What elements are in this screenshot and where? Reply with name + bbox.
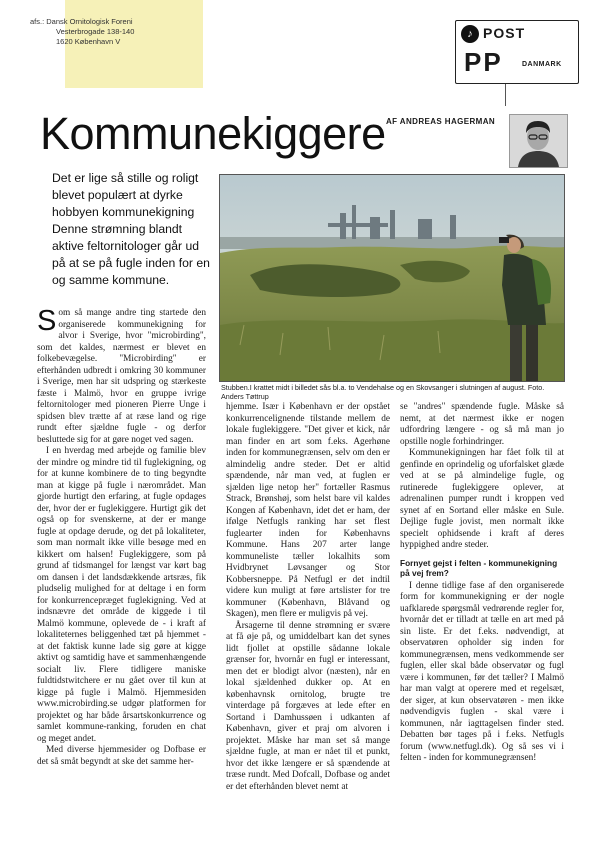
column-1-paragraph: Med diverse hjemmesider og Dofbase er det så småt begyndt at ske det samme her- [37,745,206,767]
author-portrait-image [510,115,567,167]
column-3 [400,402,564,765]
drop-cap: S [37,305,57,337]
pp-label: PP [464,47,503,77]
column-1 [37,305,206,768]
postage-stamp-box [455,20,579,84]
author-portrait [509,114,568,168]
divider [505,84,506,106]
sender-line-2: Vesterbrogade 138-140 [56,27,135,36]
photo-caption: Stubben.I krattet midt i billedet sås bl.a. to Vendehalse og en Skovsanger i slutningen af august. Foto. Anders Tøttrup [221,383,545,402]
sender-line-1: afs.: Dansk Ornitologisk Foreni [30,17,133,26]
byline: AF ANDREAS HAGERMAN [386,117,496,126]
column-1-paragraph [37,305,206,446]
column-2 [226,402,390,793]
article-intro: Det er lige så stille og roligt blevet populært at dyrke hobbyen kommunekigning Denne strømning blandt aktive feltornitologer går ud på at se på fugle inden for en og samme kommune. [52,171,210,287]
sender-address [30,17,134,47]
article-title: Kommunekiggere [40,108,386,159]
column-3-paragraph: Kommunekigningen har fået folk til at genfinde en oprindelig og uforfalsket glæde ved at se på almindelige fugle, og rutinerede fuglekiggere oplever, at adrenalinen pumper rundt i kroppen ved synet af en Sortand eller måske en Sule. Dejlige fugle jovist, men normalt ikke specielt ophidsende i kraft af deres hyppighed andre steder. [400,448,564,550]
column-2-paragraph: Årsagerne til denne strømning er svære at få øje på, og umiddelbart kan det synes lidt fjollet at opstille sådanne lokale grænser for, hvornår en fugl er interessant, men det er blodigt alvor (næsten), når en lokal sjældenhed dukker op. At en københavnsk ornitolog, brugte tre vinterdage på forgæves at lede efter en Sortand i Damhussøen i udkanten af København, giver et praj om alvoren i projektet. Måske har man set så mange sjældne fugle, at man er nået til et punkt, hvor det ikke længere er så spændende at træse rundt. Med Dofcall, Dofbase og andet er det efterhånden blevet nemt at [226,620,390,792]
landscape-photo [219,174,565,382]
column-1-paragraph: I en hverdag med arbejde og familie blev der mindre og mindre tid til fuglekigning, og for at kunne kombinere de to ting begyndte man at kigge på fugle i nærområdet. Man gjorde hurtigt den erfaring, at fugle opdages der, hvor der er fuglekiggere. Hurtigt gik det også op for svenskerne, at der er mange fugle at opdage derude, og det på lokaliteter, som man normalt ikke ville besøge med en kikkert om halsen! Fuglekiggere, som på grund af tidsmangel for længst var kørt bag om dansen i det landsdækkende artsræs, fik pludselig mulighed for at deltage i en form for konkurrencepræget fuglekigning. Ved at indsnævre det område de kiggede i til Malmö kommune, oplevede de - i kraft af lokaliteternes beliggenhed tæt på hjemmet - at det faktisk kunne lade sig gøre at kigge aktivt og samtidig have et sammenhængende socialt liv. Flere tidligere maniske fuldtidstwitchere er nu gået over til kun at kigge på fugle i Malmö. Hjemmesiden www.microbirding.se udgør platformen for projektet og har både årsartskonkurrence og samlet kommune-ranking, foruden en chat og meget andet. [37,446,206,744]
country-label: DANMARK [522,61,562,68]
column-1-paragraph-text: om så mange andre ting startede den organiserede kommunekigning for alvor i Sverige, hvor "microbirding", som det kaldes, nærmest er blevet en folkebevægelse. "Microbirding" er efterhånden udbredt i omkring 30 kommuner i Sverige, men har sit udspring og stærkeste fæste i Malmö, hvor en gruppe ivrige feltornitologer med pioneren Pierre Unge i spidsen blev trætte af at ræse land og rige rundt efter sjældne fugle - og derfor besluttede sig for at gøre noget ved sagen. [37,308,206,445]
column-3-paragraph: se "andres" spændende fugle. Måske så nemt, at det nærmest ikke er nogen udfordring længere - og så må man jo opstille nogle forhindringer. [400,402,564,447]
column-3-paragraph: I denne tidlige fase af den organiserede form for kommunekigning er der nogle uafklarede spørgsmål vedrørende regler for, hvornår det er tilladt at tælle en art med på sin liste. Er det f.eks. nødvendigt, at observatøren opholder sig inden for kommunegrænsen, mens vedkommende ser fuglen, eller skal både observatør og fugl være i kommunen, før det tæller? I Malmö har man valgt at operere med et regelsæt, der siger, at kun observatøren - men ikke nødvendigvis fuglen - skal være i kommunen, når iagttagelsen finder sted. Debatten bør tages på i f.eks. Netfugls forum (www.netfugl.dk). Og så ses vi i felten - inden for kommunegrænsen! [400,580,564,763]
column-2-paragraph: hjemme. Især i København er der opstået konkurrencelignende tilstande mellem de lokale fuglekiggere. "Det giver et kick, når man finder en art som f.eks. Agerhøne inden for kommunegrænsen, selv om den er almindelig andre steder. Det er altid spændende, når man ved, at fuglen er sjælden lige netop her" fortæller Rasmus Strack, Brønshøj, som helst bare vil kaldes Kongen af København, idet det er ham, der ifølge Netfugls ranking har set flest fuglearter inden for Københavns Kommune. Hans 207 arter lange kommuneliste tæller lokalhits som Hvidbrynet Løvsanger og Stor Kobbersneppe. På Netfugl er det indtil videre kun muligt at føre artslister for tre kommuner (København, Blåvand og Skagen), men flere er muligvis på vej. [226,402,390,619]
post-label: POST [483,25,526,41]
landscape-photo-image [220,175,564,381]
posthorn-icon: ♪ [461,25,479,43]
section-subheading: Fornyet gejst i felten - kommunekigning på vej frem? [400,557,558,578]
sender-line-3: 1620 København V [56,37,121,46]
